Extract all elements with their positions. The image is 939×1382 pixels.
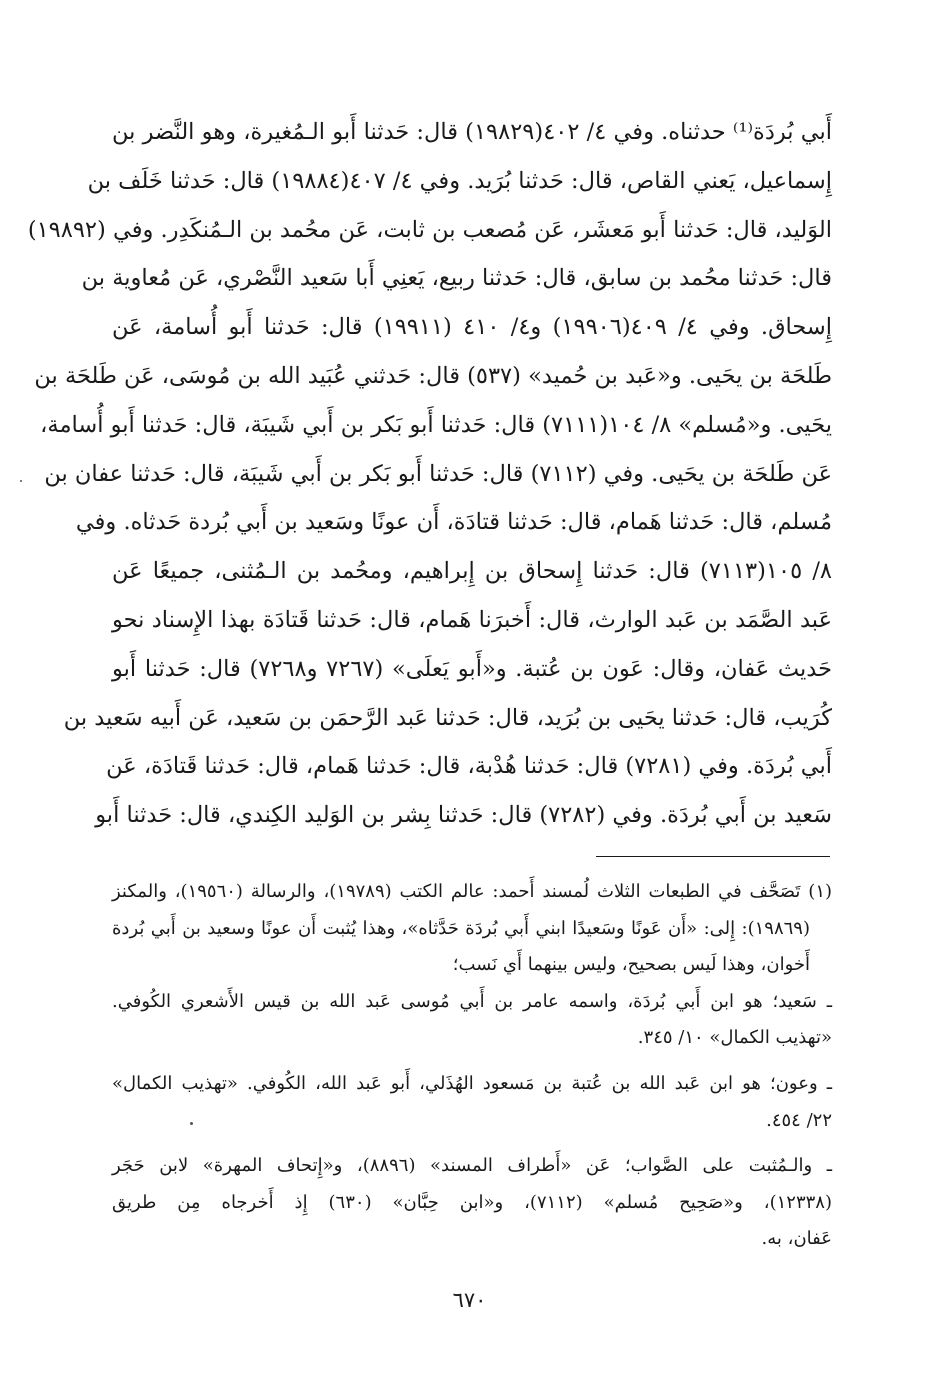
text-line: سَعيد بن أَبي بُردَة. وفي (٧٢٨٢) قال: حَدثنا بِشر بن الوَليد الكِندي، قال: حَدثنا أَبو <box>95 802 832 829</box>
footnote-separator <box>596 856 830 857</box>
text-line: ٨/ ١٠٥(٧١١٣) قال: حَدثنا إِسحاق بن إِبراهيم، ومحُمد بن الـمُثنى، جميعًا عَن <box>112 558 832 585</box>
footnote-note-awn <box>112 1066 832 1139</box>
main-text-block <box>27 108 833 840</box>
text-line: عَبد الصَّمَد بن عَبد الوارث، قال: أَخبرَنا هَمام، قال: حَدثنا قَتادَة بهذا الإِسناد نحو <box>112 606 832 633</box>
text-line: مُسلم، قال: حَدثنا هَمام، قال: حَدثنا قتادَة، أَن عونًا وسَعيد بن أَبي بُردة حَدثاه. وفي <box>75 509 832 536</box>
footnote-line: (١٢٣٣٨)، و«صَحِيح مُسلم» (٧١١٢)، و«ابن حِبَّان» (٦٣٠) إِذ أَخرجاه مِن طريق <box>112 1191 832 1213</box>
page-number: ٦٧٠ <box>452 1288 487 1312</box>
scan-speck <box>190 1122 193 1125</box>
text-line: إِسماعيل، يَعني القاص، قال: حَدثنا بُرَيد. وفي ٤/ ٤٠٧(١٩٨٨٤) قال: حَدثنا خَلَف بن <box>87 167 832 194</box>
text-line: كُرَيب، قال: حَدثنا يحَيى بن بُرَيد، قال: حَدثنا عَبد الرَّحمَن بن سَعيد، عَن أَبيه سَعيد بن <box>63 704 832 731</box>
footnote-1 <box>112 874 832 984</box>
text-line: طَلحَة بن يحَيى. و«عَبد بن حُميد» (٥٣٧) قال: حَدثني عُبَيد الله بن مُوسَى، عَن طَلحَة بن <box>34 362 832 389</box>
footnote-line: ـ سَعيد؛ هو ابن أَبي بُردَة، واسمه عامر بن أَبي مُوسى عَبد الله بن قيس الأَشعري الكُوفي. <box>112 990 832 1012</box>
text-line: الوَليد، قال: حَدثنا أَبو مَعشَر، عَن مُصعب بن ثابت، عَن محُمد بن الـمُنكَدِر. وفي (١٩٨٩٢) <box>27 216 832 243</box>
footnote-note-correct <box>112 1148 832 1258</box>
footnote-line: (١٩٨٦٩): إِلى: «أَن عَونًا وسَعيدًا ابني أَبي بُردَة حَدَّثاه»، وهذا يُثبت أَن عونًا وسعيد بن أَبي بُردة <box>112 917 810 939</box>
footnote-note-said <box>112 984 832 1057</box>
footnote-line: ـ وعون؛ هو ابن عَبد الله بن عُتبة بن مَسعود الهُذَلي، أَبو عَبد الله، الكُوفي. «تهذيب الكمال» <box>112 1072 832 1094</box>
text-line: عَن طَلحَة بن يحَيى. وفي (٧١١٢) قال: حَدثنا أَبو بَكر بن أَبي شَيبَة، قال: حَدثنا عفان بن <box>44 460 832 487</box>
text-line: إِسحاق. وفي ٤/ ٤٠٩(١٩٩٠٦) و٤/ ٤١٠ (١٩٩١١) قال: حَدثنا أَبو أُسامة، عَن <box>112 314 833 341</box>
footnotes-block <box>112 874 832 1258</box>
text-line: أَبي بُردَة⁽¹⁾ حدثناه. وفي ٤/ ٤٠٢(١٩٨٢٩) قال: حَدثنا أَبو الـمُغيرة، وهو النَّضر بن <box>112 119 832 145</box>
text-line: يحَيى. و«مُسلم» ٨/ ١٠٤(٧١١١) قال: حَدثنا أَبو بَكر بن أَبي شَيبَة، قال: حَدثنا أَبو أُسامة، <box>40 411 832 438</box>
scan-speck <box>20 480 22 482</box>
footnote-line: عَفان، به. <box>761 1228 832 1250</box>
footnote-line: (١) تَصَحَّف في الطبعات الثلاث لُمسند أَحمد: عالم الكتب (١٩٧٨٩)، والرسالة (١٩٥٦٠)، والمكنز <box>112 881 833 902</box>
footnote-line: «تهذيب الكمال» ١٠/ ٣٤٥. <box>637 1027 832 1049</box>
text-line: حَديث عَفان، وقال: عَون بن عُتبة. و«أَبو يَعلَى» (٧٢٦٧ و٧٢٦٨) قال: حَدثنا أَبو <box>112 655 832 682</box>
footnote-line: أَخوان، وهذا لَيس بصحيح، وليس بينهما أَي نَسب؛ <box>452 954 810 976</box>
text-line: قال: حَدثنا محُمد بن سابق، قال: حَدثنا ربيع، يَعنِي أَبا سَعيد النَّصْري، عَن مُعاوية بن <box>81 265 832 292</box>
footnote-line: ـ والـمُثبت على الصَّواب؛ عَن «أَطراف المسند» (٨٨٩٦)، و«إِتحاف المهرة» لابن حَجَر <box>112 1155 832 1177</box>
text-line: أَبي بُردَة. وفي (٧٢٨١) قال: حَدثنا هُدْبة، قال: حَدثنا هَمام، قال: حَدثنا قَتادَة، عَن <box>106 753 832 780</box>
footnote-line: ٢٢/ ٤٥٤. <box>766 1109 832 1131</box>
